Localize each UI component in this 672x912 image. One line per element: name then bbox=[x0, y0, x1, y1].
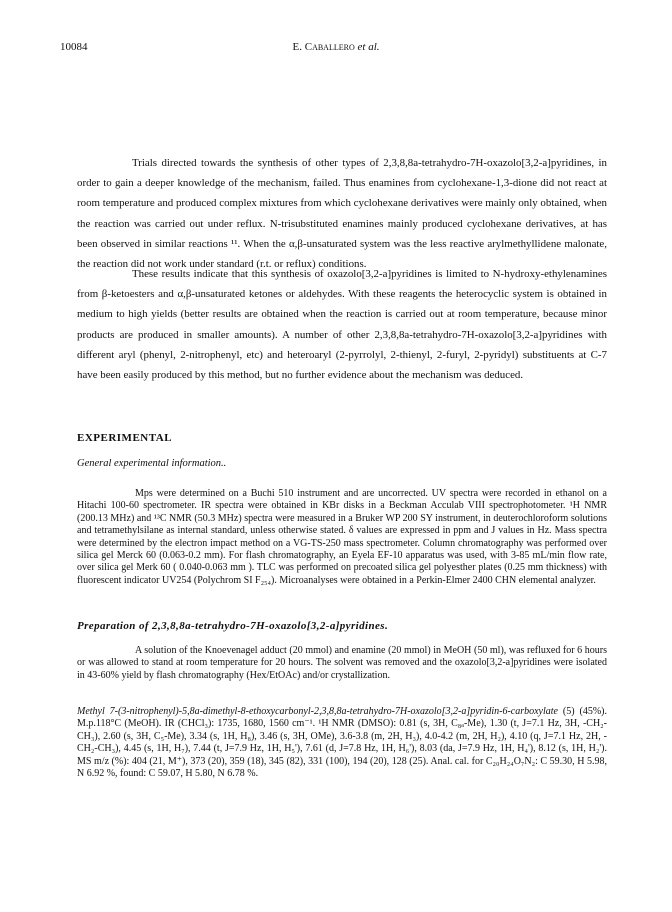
subheading-preparation: Preparation of 2,3,8,8a-tetrahydro-7H-oxazolo[3,2-a]pyridines. bbox=[77, 620, 389, 632]
subheading-general-information: General experimental information.. bbox=[77, 458, 227, 469]
authors-prefix: E. bbox=[292, 41, 305, 53]
paragraph-text bbox=[77, 706, 607, 780]
compound-data: (5) (45%). M.p.118°C (MeOH). IR (CHCl₃): 1735, 1680, 1560 cm⁻¹. ¹H NMR (DMSO): 0.81 (s, 3H, C₈ₐ-Me), 1.30 (t, J=7.1 Hz, 3H, -CH₂-CH₃), 2.60 (s, 3H, C₅-Me), 3.34 (s, 1H, H₈), 3.46 (s, 3H, OMe), 3.6-3.8 (m, 2H, H₃), 4.0-4.2 (m, 2H, H₂), 4.10 (q, J=7.1 Hz, 2H, -CH₂-CH₃), 4.45 (s, 1H, H₇), 7.44 (t, J=7.9 Hz, 1H, H₅'), 7.61 (d, J=7.8 Hz, 1H, H₆'), 8.03 (da, J=7.9 Hz, 1H, H₄'), 8.12 (s, 1H, H₂'). MS m/z (%): 404 (21, M⁺), 373 (20), 359 (18), 345 (82), 331 (100), 194 (20), 128 (25). Anal. cal. for C₂₀H₂₄O₇N₂: C 59.30, H 5.98, N 6.92 %, found: C 59.07, H 5.80, N 6.78 %. bbox=[77, 706, 607, 780]
paragraph-text: Trials directed towards the synthesis of other types of 2,3,8,8a-tetrahydro-7H-oxazolo[3,2-a]pyridines, in order to gain a deeper knowledge of the mechanism, failed. Thus enamines from cyclohexane-1,3-dione did not react at room temperature and produced complex mixtures from which cyclohexane derivatives were mainly only obtained, when the reaction was carried out under reflux. N-trisubstituted enamines mainly produced cyclohexane derivatives, at has been observed in similar reactions ¹¹. When the α,β-unsaturated system was the less reactive arylmethyllidene malonate, the reaction did not work under standard (r.t. or reflux) conditions. bbox=[77, 157, 607, 271]
paragraph-text: These results indicate that this synthesis of oxazolo[3,2-a]pyridines is limited to N-hydroxy-ethylenamines from β-ketoesters and α,β-unsaturated ketones or aldehydes. With these reagents the heterocyclic system is obtained in medium to high yields (better results are obtained when the reaction is carried out at room temperature, because minor products are produced in smaller amounts). A number of other 2,3,8,8a-tetrahydro-7H-oxazolo[3,2-a]pyridines with different aryl (phenyl, 2-nitrophenyl, etc) and heteroaryl (2-pyrrolyl, 2-thienyl, 2-furyl, 2-pyridyl) substituents at C-7 have been easily produced by this method, but no further evidence about the mechanism was deduced. bbox=[77, 268, 607, 382]
section-heading-experimental: EXPERIMENTAL bbox=[77, 432, 173, 444]
running-title bbox=[60, 41, 612, 53]
general-information-paragraph bbox=[77, 488, 607, 587]
compound-characterization-paragraph bbox=[77, 706, 607, 780]
compound-name: Methyl 7-(3-nitrophenyl)-5,8a-dimethyl-8-ethoxycarbonyl-2,3,8,8a-tetrahydro-7H-oxazolo[3,2-a]pyridin-6-carboxylate bbox=[77, 706, 558, 717]
authors-name: Caballero bbox=[304, 41, 355, 53]
page-number: 10084 bbox=[60, 41, 88, 53]
body-paragraph-1 bbox=[77, 153, 607, 274]
authors-suffix: et al. bbox=[354, 41, 380, 53]
body-paragraph-2 bbox=[77, 264, 607, 385]
paragraph-text: Mps were determined on a Buchi 510 instrument and are uncorrected. UV spectra were recorded in ethanol on a Hitachi 100-60 spectrometer. IR spectra were obtained in KBr disks in a Beckman Acculab VIII spectrophotometer. ¹H NMR (200.13 MHz) and ¹³C NMR (50.3 MHz) spectra were measured in a Bruker WP 200 SY instrument, in deuterochloroform solutions and tetramethylsilane as internal standard, unless otherwise stated. δ values are expressed in ppm and J values in Hz. Mass spectra were determined by the electron impact method on a VG-TS-250 mass spectrometer. Column chromatography was performed over silica gel Merck 60 (0.063-0.2 mm). For flash chromatography, an Eyela EF-10 apparatus was used, with 3-85 mL/min flow rate, over silica gel Merk 60 ( 0.040-0.063 mm ). TLC was performed on precoated silica gel polyesther plates (0.25 mm thickness) with fluorescent indicator UV254 (Polychrom SI F₂₅₄). Microanalyses were obtained in a Perkin-Elmer 2400 CHN elemental analyzer. bbox=[77, 488, 607, 586]
paragraph-text: A solution of the Knoevenagel adduct (20 mmol) and enamine (20 mmol) in MeOH (50 ml), was refluxed for 6 hours or was allowed to stand at room temperature for 20 hours. The solvent was removed and the oxazolo[3,2-a]pyridines were isolated in 43-60% yield by flash chromatography (Hex/EtOAc) and/or crystallization. bbox=[77, 645, 607, 681]
preparation-paragraph bbox=[77, 645, 607, 682]
